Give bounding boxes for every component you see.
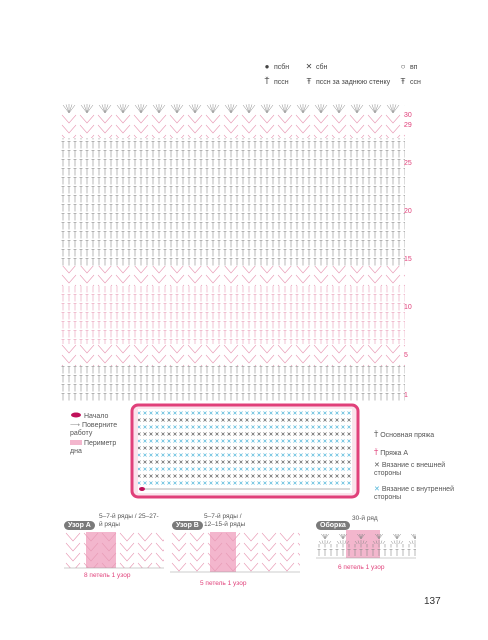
legend-main-yarn: Ť Основная пряжа [374,432,435,439]
main-yarn-icon: Ť [374,432,379,439]
pattern-b-desc: 5–7-й ряды / 12–15-й ряды [204,513,246,528]
row-number-5: 5 [404,352,408,359]
cross-icon: ✕ [305,62,313,71]
pattern-a-note: 8 петель 1 узор [84,572,131,579]
ruffle-note: 6 петель 1 узор [338,564,385,571]
legend-ssn: Ŧ ссн [398,77,421,86]
pattern-b-note: 5 петель 1 узор [200,580,247,587]
legend-perimeter: Периметр дна [70,440,117,455]
legend-pssn-back: Ŧ пссн за заднюю стенку [304,77,390,86]
legend-sbn: ✕ сбн [305,62,328,71]
legend-inside: ✕ Вязание с внутренней стороны [374,486,454,501]
pattern-a-swatch [64,532,164,570]
pattern-a-header [64,514,95,532]
legend-yarn-a: Ť Пряжа А [374,450,409,457]
oval-icon: ○ [400,62,406,71]
pattern-a-desc: 5–7-й ряды / 25–27-й ряды [99,513,159,528]
row-number-20: 20 [404,208,412,215]
arrow-right-icon: ⟶ [70,422,81,429]
row-number-29: 29 [404,122,412,129]
start-oval-icon [70,412,82,418]
legend-turn: ⟶ Поверните работу [70,422,118,437]
pattern-b-badge: Узор В [172,521,203,530]
legend-psbn: ● псбн [262,62,289,71]
base-chart [130,403,360,499]
legend-vp: ○ вп [398,62,417,71]
stitch-chart [60,104,405,402]
legend-start: Начало [70,412,108,421]
ruffle-swatch [316,530,416,560]
ruffle-desc: 30-й ряд [352,515,378,522]
row-number-1: 1 [404,392,408,399]
inside-cross-icon: ✕ [374,486,380,493]
row-number-25: 25 [404,160,412,167]
dc-icon: Ť [264,77,270,86]
legend-pssn: Ť пссн [262,77,289,86]
row-number-15: 15 [404,256,412,263]
page-number: 137 [424,596,441,607]
ruffle-badge: Оборка [316,521,350,530]
legend-outside: ✕ Вязание с внешней стороны [374,462,446,477]
tr-icon: Ŧ [400,77,406,86]
yarn-a-icon: Ť [374,450,379,457]
pattern-b-header [172,514,203,532]
outside-cross-icon: ✕ [374,462,380,469]
pattern-b-swatch [170,532,300,574]
pink-swatch-icon [70,440,82,445]
row-number-10: 10 [404,304,412,311]
dot-icon: ● [264,62,270,71]
pattern-a-badge: Узор А [64,521,95,530]
row-number-30: 30 [404,112,412,119]
dc-back-loop-icon: Ŧ [306,77,312,86]
